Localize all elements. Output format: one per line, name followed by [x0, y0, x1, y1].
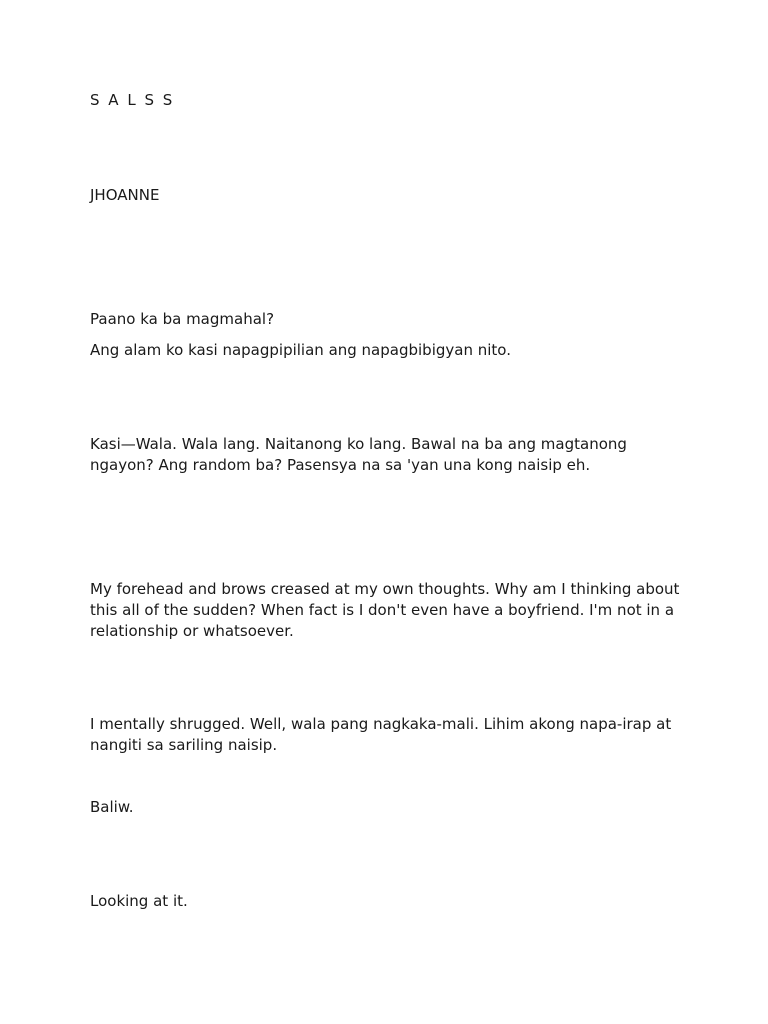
document-author: JHOANNE: [90, 186, 160, 204]
paragraph: I mentally shrugged. Well, wala pang nagkaka-mali. Lihim akong napa-irap at nangiti sa sariling naisip.: [90, 715, 672, 754]
paragraph: Looking at it.: [90, 892, 188, 910]
paragraph: Paano ka ba magmahal?: [90, 310, 275, 328]
paragraph: Kasi—Wala. Wala lang. Naitanong ko lang. Bawal na ba ang magtanong ngayon? Ang random ba? Pasensya na sa 'yan una kong naisip eh.: [90, 435, 627, 474]
paragraph: Ang alam ko kasi napagpipilian ang napagbibigyan nito.: [90, 341, 511, 359]
paragraph: Baliw.: [90, 798, 134, 816]
document-title: S A L S S: [90, 91, 175, 109]
paragraph: My forehead and brows creased at my own thoughts. Why am I thinking about this all of the sudden? When fact is I don't even have a boyfriend. I'm not in a relationship or whatsoever.: [90, 580, 680, 640]
